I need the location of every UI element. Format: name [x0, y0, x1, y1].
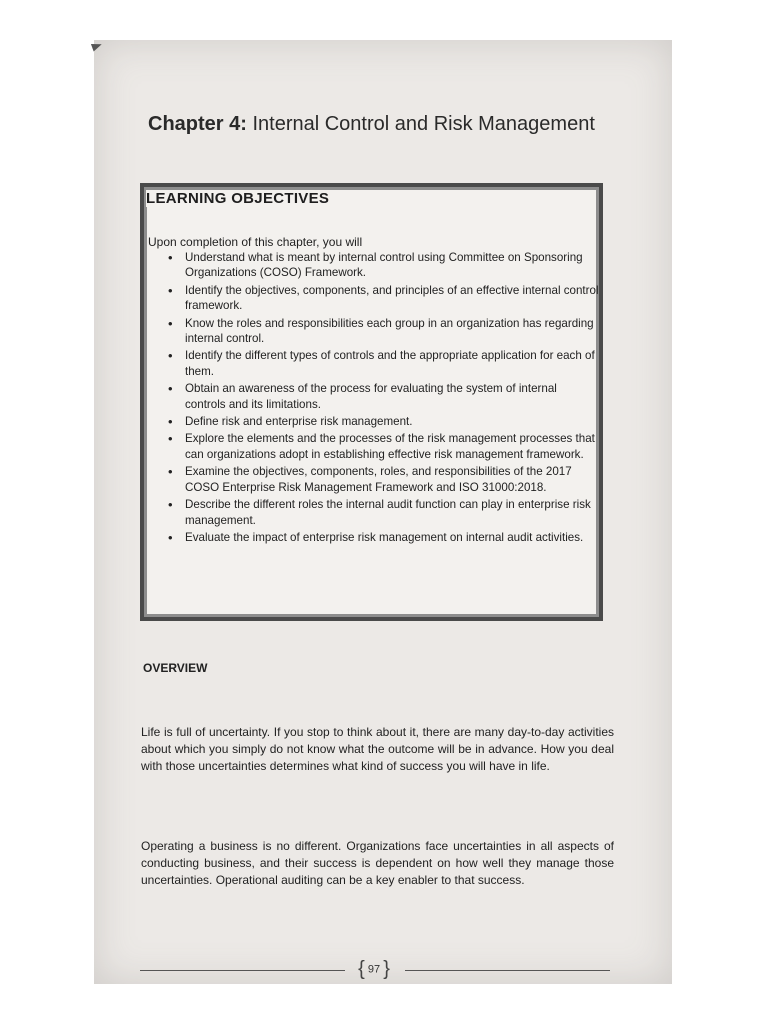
learning-objectives-heading: LEARNING OBJECTIVES: [146, 190, 335, 207]
objective-item: • Identify the different types of controls and the appropriate application for each of them.: [168, 348, 600, 379]
objective-item: • Define risk and enterprise risk management.: [168, 414, 600, 429]
objective-item: • Know the roles and responsibilities each group in an organization has regarding internal control.: [168, 316, 600, 347]
chapter-name: Internal Control and Risk Management: [252, 113, 595, 135]
learning-objectives-list: [168, 250, 600, 547]
footer-rule-left: [140, 970, 345, 971]
chapter-number: Chapter 4:: [148, 113, 247, 135]
page-number: [346, 958, 402, 981]
overview-paragraph-1: Life is full of uncertainty. If you stop to think about it, there are many day-to-day activities about which you simply do not know what the outcome will be in advance. How you deal with those uncertainties determines what kind of success you will have in life.: [141, 725, 614, 773]
objective-item: • Understand what is meant by internal control using Committee on Sponsoring Organizations (COSO) Framework.: [168, 250, 600, 281]
brace-right-icon: }: [383, 958, 390, 980]
objective-item: • Obtain an awareness of the process for evaluating the system of internal controls and its limitations.: [168, 381, 600, 412]
objective-item: • Evaluate the impact of enterprise risk management on internal audit activities.: [168, 530, 600, 545]
objective-item: • Describe the different roles the internal audit function can play in enterprise risk management.: [168, 497, 600, 528]
objective-item: • Examine the objectives, components, roles, and responsibilities of the 2017 COSO Enterprise Risk Management Framework and ISO 31000:2018.: [168, 464, 600, 495]
overview-heading: OVERVIEW: [143, 661, 208, 675]
chapter-title: [148, 113, 618, 136]
overview-paragraph-2: Operating a business is no different. Organizations face uncertainties in all aspects of conducting business, and their success is dependent on how well they manage those uncertainties. Operational auditing can be a key enabler to that success.: [141, 839, 614, 887]
brace-left-icon: {: [358, 958, 365, 980]
objective-item: • Identify the objectives, components, and principles of an effective internal control framework.: [168, 283, 600, 314]
footer-rule-right: [405, 970, 610, 971]
learning-objectives-intro: Upon completion of this chapter, you will: [148, 235, 363, 249]
objective-item: • Explore the elements and the processes of the risk management processes that can organizations adopt in establishing effective risk management framework.: [168, 431, 600, 462]
page-number-value: 97: [367, 963, 381, 976]
